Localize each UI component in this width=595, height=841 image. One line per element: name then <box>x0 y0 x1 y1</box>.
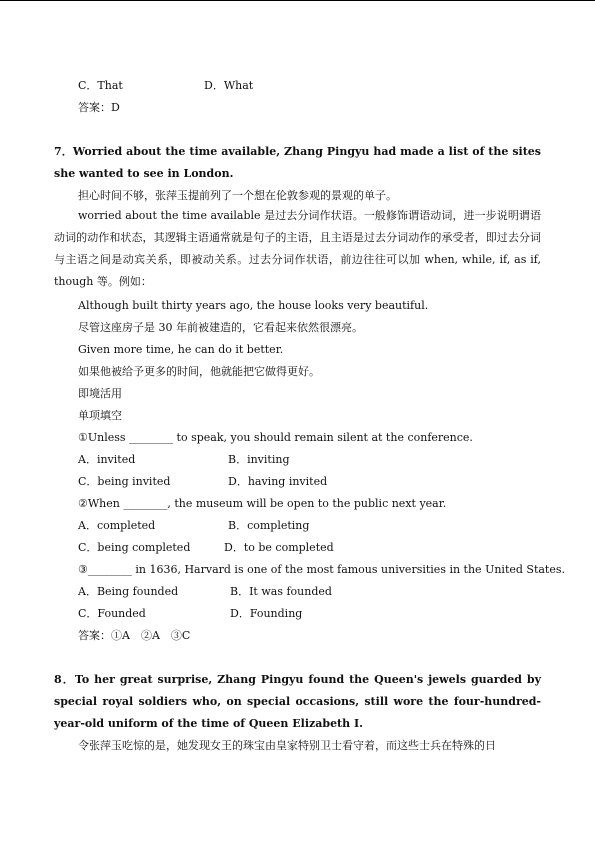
exercise-2-option-b: B．completing <box>228 519 310 532</box>
q7-title: 7．Worried about the time available, Zhang Pingyu had made a list of the sites she wanted to see in London. <box>54 145 541 180</box>
exercise-3-option-b: B．It was founded <box>230 585 332 598</box>
example2-chinese: 如果他被给予更多的时间，他就能把它做得更好。 <box>78 365 320 378</box>
exercise-2-blank: ________ <box>123 497 168 510</box>
q7-translation: 担心时间不够，张萍玉提前列了一个想在伦敦参观的景观的单子。 <box>78 189 397 202</box>
exercise-3-option-d: D．Founding <box>230 607 303 620</box>
exercise-2-stem <box>78 497 446 511</box>
q7-answers: 答案：①A ②A ③C <box>78 629 191 642</box>
exercise-3-option-a: A．Being founded <box>78 585 179 598</box>
exercise-2-option-a: A．completed <box>78 519 156 532</box>
exercise-1-stem <box>78 431 473 445</box>
exercise-3-blank: ________ <box>87 563 132 576</box>
exercise-3-option-c: C．Founded <box>78 607 146 620</box>
exercise-3-suffix: in 1636, Harvard is one of the most famous universities in the United States. <box>131 563 565 576</box>
exercise-2-option-c: C．being completed <box>78 541 191 554</box>
exercise-2-prefix: ②When <box>78 497 120 510</box>
example1-english: Although built thirty years ago, the house looks very beautiful. <box>78 299 429 312</box>
exercise-1-option-c: C．being invited <box>78 475 171 488</box>
exercise-2-suffix: , the museum will be open to the public next year. <box>167 497 447 510</box>
q7-explanation: worried about the time available 是过去分词作状语。一般修饰谓语动词，进一步说明谓语动词的动作和状态，其逻辑主语通常就是句子的主语，且主语是过去分词动作的承受者，即过去分词与主语之间是动宾关系，即被动关系。过去分词作状语，前边往往可以加 when, while, if, as if, though 等。例如： <box>54 209 541 288</box>
exercise-1-option-b: B．inviting <box>228 453 290 466</box>
example1-chinese: 尽管这座房子是 30 年前被建造的，它看起来依然很漂亮。 <box>78 321 363 334</box>
exercise-1-blank: ________ <box>129 431 174 444</box>
exercise-1-suffix: to speak, you should remain silent at the conference. <box>176 431 473 444</box>
example2-english: Given more time, he can do it better. <box>78 343 284 356</box>
q6-answer: 答案：D <box>78 101 120 114</box>
section-label: 即境活用 <box>78 387 122 400</box>
q6-option-c: C．That <box>78 79 123 92</box>
exercise-1-option-a: A．invited <box>78 453 136 466</box>
q8-title: 8．To her great surprise, Zhang Pingyu found the Queen's jewels guarded by special royal soldiers who, on special occasions, still wore the four-hundred-year-old uniform of the time of Queen Elizabeth I. <box>54 673 541 730</box>
exercise-1-option-d: D．having invited <box>228 475 328 488</box>
q6-option-d: D．What <box>204 79 254 92</box>
exercise-3-stem <box>78 563 565 577</box>
exercise-1-prefix: ①Unless <box>78 431 126 444</box>
page-top-rule <box>0 0 595 1</box>
exercise-2-option-d: D．to be completed <box>224 541 334 554</box>
exercise-label: 单项填空 <box>78 409 122 422</box>
exercise-3-prefix: ③ <box>78 563 88 576</box>
q8-translation: 令张萍玉吃惊的是，她发现女王的珠宝由皇家特别卫士看守着，而这些士兵在特殊的日 <box>78 739 496 752</box>
